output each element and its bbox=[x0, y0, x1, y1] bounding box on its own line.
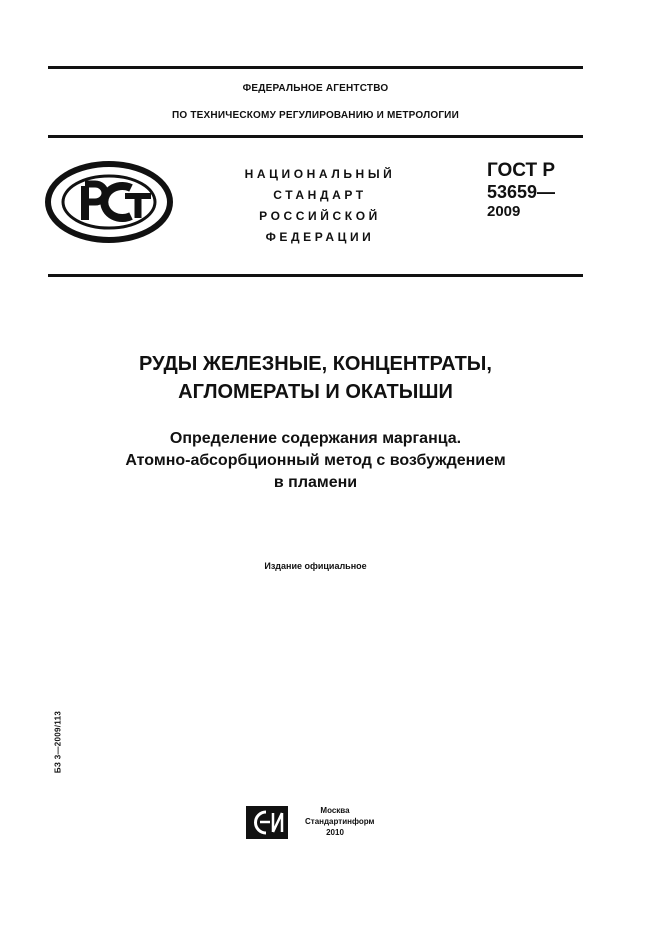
document-title bbox=[48, 350, 583, 406]
publisher-name: Стандартинформ bbox=[305, 817, 375, 826]
header-rule bbox=[48, 135, 583, 138]
subtitle-line-2: Атомно-абсорбционный метод с возбуждением bbox=[125, 452, 506, 469]
title-line-1: РУДЫ ЖЕЛЕЗНЫЕ, КОНЦЕНТРАТЫ, bbox=[139, 353, 492, 375]
designation-line-1: ГОСТ Р bbox=[487, 160, 556, 181]
national-standard-line-3: РОССИЙСКОЙ bbox=[259, 209, 381, 223]
agency-line-1: ФЕДЕРАЛЬНОЕ АГЕНТСТВО bbox=[242, 83, 389, 94]
publisher-block bbox=[305, 805, 375, 838]
rst-logo-icon bbox=[45, 160, 173, 244]
national-standard-label bbox=[228, 164, 412, 248]
agency-line-2: ПО ТЕХНИЧЕСКОМУ РЕГУЛИРОВАНИЮ И МЕТРОЛОГИИ bbox=[172, 110, 459, 121]
title-line-2: АГЛОМЕРАТЫ И ОКАТЫШИ bbox=[178, 381, 453, 403]
document-subtitle bbox=[48, 428, 583, 494]
mid-rule bbox=[48, 274, 583, 277]
publisher-city: Москва bbox=[320, 806, 350, 815]
edition-label: Издание официальное bbox=[264, 561, 367, 571]
standard-designation bbox=[487, 160, 555, 222]
subtitle-line-3: в пламени bbox=[273, 474, 358, 491]
side-id: БЗ 3—2009/113 bbox=[53, 710, 63, 774]
national-standard-line-2: СТАНДАРТ bbox=[273, 188, 367, 202]
standartinform-logo-icon bbox=[246, 806, 288, 839]
subtitle-line-1: Определение содержания марганца. bbox=[169, 430, 462, 447]
designation-line-2: 53659— bbox=[487, 182, 556, 202]
top-rule bbox=[48, 66, 583, 69]
national-standard-line-1: НАЦИОНАЛЬНЫЙ bbox=[244, 167, 396, 181]
national-standard-line-4: ФЕДЕРАЦИИ bbox=[265, 230, 375, 244]
publisher-year: 2010 bbox=[326, 828, 344, 837]
designation-line-3: 2009 bbox=[487, 203, 521, 220]
